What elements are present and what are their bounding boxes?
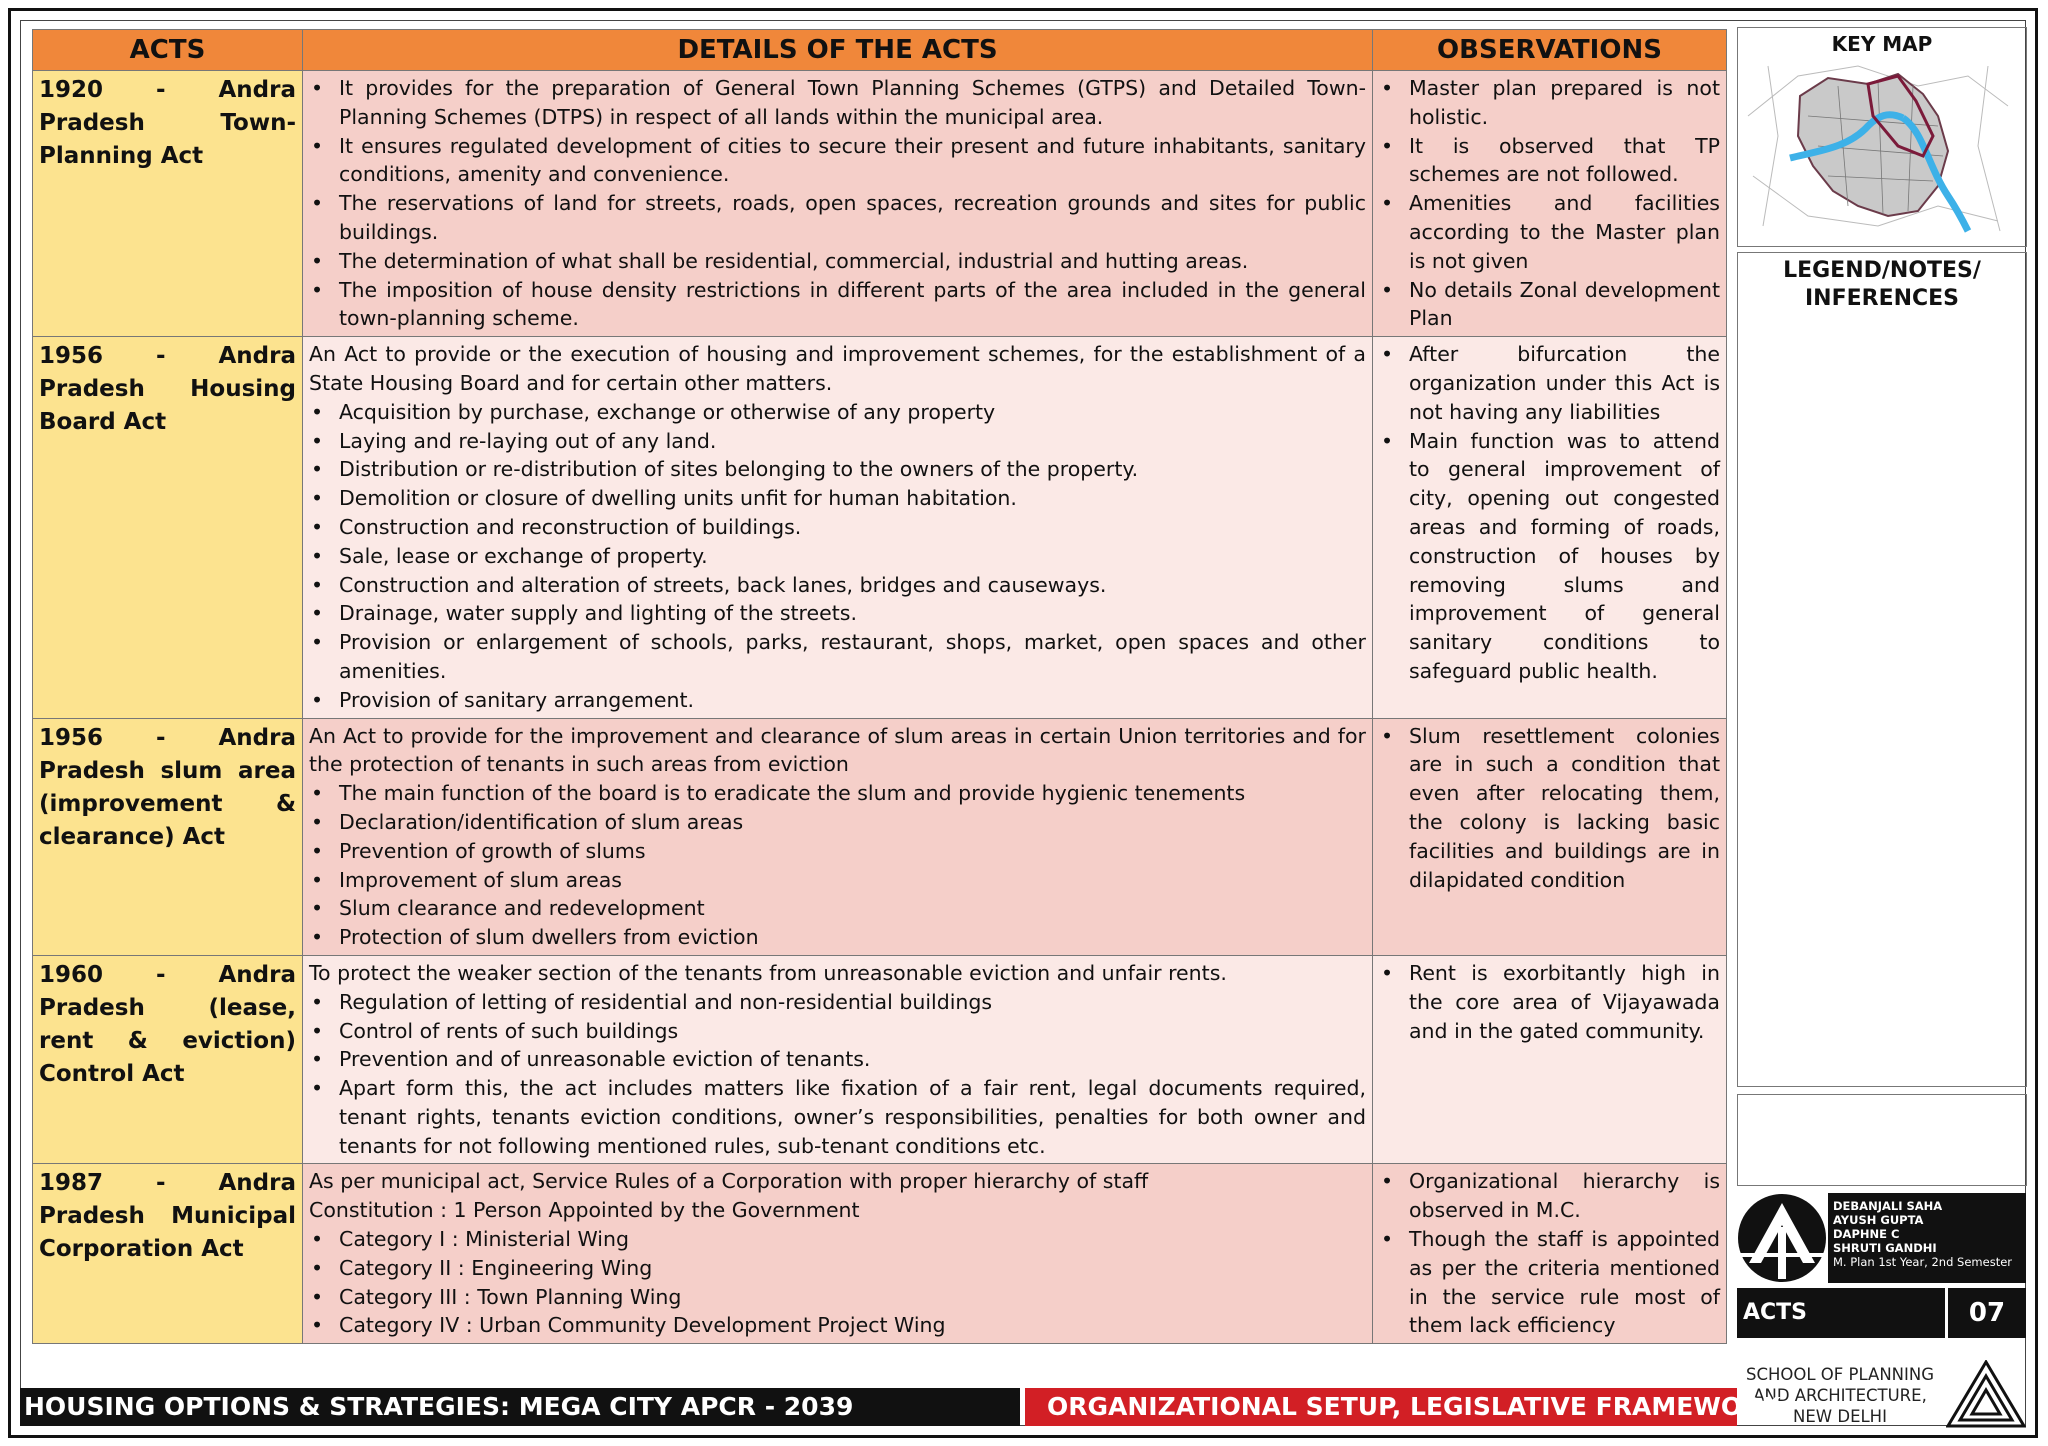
details-item: • Laying and re-laying out of any land. bbox=[309, 427, 1366, 456]
section-title-bar: ORGANIZATIONAL SETUP, LEGISLATIVE FRAMEWORK bbox=[1025, 1388, 1737, 1426]
observations-cell bbox=[1373, 1164, 1727, 1344]
details-item: • Improvement of slum areas bbox=[309, 866, 1366, 895]
observation-item: • Amenities and facilities according to the Master plan is not given bbox=[1379, 189, 1720, 275]
details-item: • Distribution or re-distribution of sites belonging to the owners of the property. bbox=[309, 455, 1366, 484]
table-row bbox=[33, 1164, 1727, 1344]
details-item: • Apart form this, the act includes matters like fixation of a fair rent, legal documents required, tenant rights, tenants eviction conditions, owner’s responsibilities, penalties for both owner and tenants for not following mentioned rules, sub-tenant conditions etc. bbox=[309, 1074, 1366, 1160]
details-list bbox=[309, 1225, 1366, 1340]
act-name-cell: 1920 - Andra Pradesh Town-Planning Act bbox=[33, 71, 303, 337]
details-item: • Provision or enlargement of schools, parks, restaurant, shops, market, open spaces and other amenities. bbox=[309, 628, 1366, 686]
legend-title: LEGEND/NOTES/ INFERENCES bbox=[1783, 258, 1981, 311]
semester-label: M. Plan 1st Year, 2nd Semester bbox=[1833, 1255, 2013, 1269]
act-details-cell bbox=[303, 71, 1373, 337]
header-details: DETAILS OF THE ACTS bbox=[303, 30, 1373, 71]
details-intro: As per municipal act, Service Rules of a Corporation with proper hierarchy of staff bbox=[309, 1169, 1149, 1194]
table-row bbox=[33, 718, 1727, 955]
details-item: • Control of rents of such buildings bbox=[309, 1017, 1366, 1046]
details-item: • Category II : Engineering Wing bbox=[309, 1254, 1366, 1283]
details-item: • Category I : Ministerial Wing bbox=[309, 1225, 1366, 1254]
details-item: • Category III : Town Planning Wing bbox=[309, 1283, 1366, 1312]
details-item: • The main function of the board is to eradicate the slum and provide hygienic tenements bbox=[309, 779, 1366, 808]
observation-item: • Main function was to attend to general improvement of city, opening out congested areas and forming of roads, construction of houses by removing slums and improvement of general sanitary conditions to safeguard public health. bbox=[1379, 427, 1720, 686]
act-details-cell bbox=[303, 955, 1373, 1164]
details-item: • Prevention of growth of slums bbox=[309, 837, 1366, 866]
observation-item: • Though the staff is appointed as per the criteria mentioned in the service rule most of them lack efficiency bbox=[1379, 1225, 1720, 1340]
details-item: • The reservations of land for streets, roads, open spaces, recreation grounds and sites for public buildings. bbox=[309, 189, 1366, 247]
details-item: • Drainage, water supply and lighting of the streets. bbox=[309, 599, 1366, 628]
details-item: • The imposition of house density restrictions in different parts of the area included in the general town-planning scheme. bbox=[309, 276, 1366, 334]
details-intro: An Act to provide or the execution of housing and improvement schemes, for the establishment of a State Housing Board and for certain other matters. bbox=[309, 342, 1366, 395]
observation-item: • After bifurcation the organization under this Act is not having any liabilities bbox=[1379, 340, 1720, 426]
author-name: SHRUTI GANDHI bbox=[1833, 1241, 1937, 1255]
details-item: • The determination of what shall be residential, commercial, industrial and hutting areas. bbox=[309, 247, 1366, 276]
observations-list bbox=[1379, 959, 1720, 1045]
observation-item: • No details Zonal development Plan bbox=[1379, 276, 1720, 334]
school-name: SCHOOL OF PLANNING AND ARCHITECTURE, NEW DELHI bbox=[1745, 1365, 1935, 1426]
act-details-cell bbox=[303, 337, 1373, 718]
author-name: DAPHNE C bbox=[1833, 1227, 1900, 1241]
sheet-label: ACTS bbox=[1737, 1288, 1945, 1338]
table-row bbox=[33, 71, 1727, 337]
table-header-row bbox=[33, 30, 1727, 71]
details-item: • It provides for the preparation of General Town Planning Schemes (GTPS) and Detailed Town-Planning Schemes (DTPS) in respect of all lands within the municipal area. bbox=[309, 74, 1366, 132]
details-item: • Regulation of letting of residential and non-residential buildings bbox=[309, 988, 1366, 1017]
observations-cell bbox=[1373, 71, 1727, 337]
details-item: • Category IV : Urban Community Development Project Wing bbox=[309, 1311, 1366, 1340]
author-name: AYUSH GUPTA bbox=[1833, 1213, 1924, 1227]
observations-list bbox=[1379, 1167, 1720, 1340]
key-map-image bbox=[1738, 56, 2024, 236]
observation-item: • Master plan prepared is not holistic. bbox=[1379, 74, 1720, 132]
observation-item: • Organizational hierarchy is observed in M.C. bbox=[1379, 1167, 1720, 1225]
details-item: • Construction and alteration of streets, back lanes, bridges and causeways. bbox=[309, 571, 1366, 600]
acts-table bbox=[32, 29, 1727, 1344]
observation-item: • Slum resettlement colonies are in such a condition that even after relocating them, the colony is lacking basic facilities and buildings are in dilapidated condition bbox=[1379, 722, 1720, 895]
observations-cell bbox=[1373, 955, 1727, 1164]
sheet-number: 07 bbox=[1948, 1288, 2026, 1338]
observation-item: • It is observed that TP schemes are not followed. bbox=[1379, 132, 1720, 190]
act-name-cell: 1956 - Andra Pradesh Housing Board Act bbox=[33, 337, 303, 718]
school-logo bbox=[1946, 1360, 2026, 1428]
project-title-bar: HOUSING OPTIONS & STRATEGIES: MEGA CITY APCR - 2039 bbox=[20, 1388, 1020, 1426]
details-list bbox=[309, 398, 1366, 715]
observations-list bbox=[1379, 74, 1720, 333]
details-item: • Declaration/identification of slum areas bbox=[309, 808, 1366, 837]
blank-panel bbox=[1737, 1094, 2027, 1186]
observation-item: • Rent is exorbitantly high in the core area of Vijayawada and in the gated community. bbox=[1379, 959, 1720, 1045]
details-item: • Sale, lease or exchange of property. bbox=[309, 542, 1366, 571]
observations-cell bbox=[1373, 337, 1727, 718]
details-item: • Provision of sanitary arrangement. bbox=[309, 686, 1366, 715]
observations-cell bbox=[1373, 718, 1727, 955]
observations-list bbox=[1379, 722, 1720, 895]
act-details-cell bbox=[303, 718, 1373, 955]
act-details-cell bbox=[303, 1164, 1373, 1344]
header-acts: ACTS bbox=[33, 30, 303, 71]
details-intro: To protect the weaker section of the tenants from unreasonable eviction and unfair rents. bbox=[309, 960, 1227, 985]
table-row bbox=[33, 337, 1727, 718]
details-item: • Demolition or closure of dwelling units unfit for human habitation. bbox=[309, 484, 1366, 513]
details-item: • Protection of slum dwellers from eviction bbox=[309, 923, 1366, 952]
details-intro: An Act to provide for the improvement and clearance of slum areas in certain Union territories and for the protection of tenants in such areas from eviction bbox=[309, 723, 1366, 777]
key-map-title: KEY MAP bbox=[1831, 32, 1933, 56]
act-name-cell: 1987 - Andra Pradesh Municipal Corporation Act bbox=[33, 1164, 303, 1344]
institute-logo bbox=[1737, 1193, 1827, 1283]
legend-notes-panel bbox=[1737, 252, 2027, 1087]
author-block bbox=[1828, 1193, 2026, 1283]
details-item: • Slum clearance and redevelopment bbox=[309, 894, 1366, 923]
details-item: • Prevention and of unreasonable eviction of tenants. bbox=[309, 1045, 1366, 1074]
details-list bbox=[309, 779, 1366, 952]
details-list bbox=[309, 74, 1366, 333]
details-item: • It ensures regulated development of cities to secure their present and future inhabitants, sanitary conditions, amenity and convenience. bbox=[309, 132, 1366, 190]
author-name: DEBANJALI SAHA bbox=[1833, 1199, 1943, 1213]
header-observations: OBSERVATIONS bbox=[1373, 30, 1727, 71]
details-intro: Constitution : 1 Person Appointed by the Government bbox=[309, 1198, 860, 1223]
observations-list bbox=[1379, 340, 1720, 686]
details-item: • Acquisition by purchase, exchange or otherwise of any property bbox=[309, 398, 1366, 427]
details-list bbox=[309, 988, 1366, 1161]
act-name-cell: 1956 - Andra Pradesh slum area (improvement & clearance) Act bbox=[33, 718, 303, 955]
details-item: • Construction and reconstruction of buildings. bbox=[309, 513, 1366, 542]
act-name-cell: 1960 - Andra Pradesh (lease, rent & eviction) Control Act bbox=[33, 955, 303, 1164]
key-map-panel bbox=[1737, 27, 2027, 247]
table-row bbox=[33, 955, 1727, 1164]
